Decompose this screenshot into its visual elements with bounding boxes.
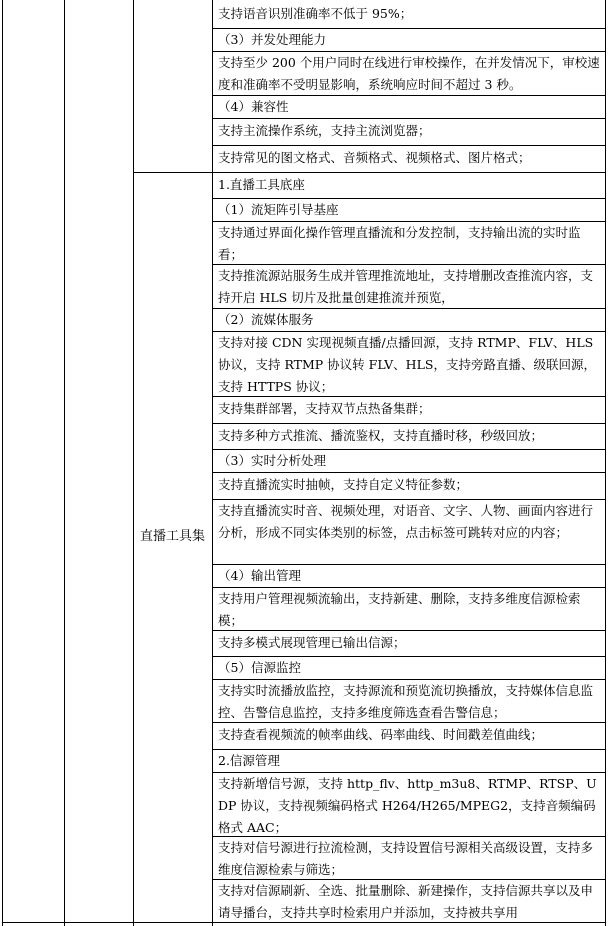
spec-heading: 1.直播工具底座 [218,177,305,192]
spec-subheading: （4）兼容性 [218,99,289,114]
table-col-divider-1 [64,0,65,926]
spec-subheading: （2）流媒体服务 [218,312,314,327]
spec-row: 支持主流操作系统，支持主流浏览器； [218,123,431,138]
spec-row: 支持语音识别准确率不低于 95%； [218,6,413,21]
spec-row: 支持集群部署，支持双节点热备集群； [218,401,431,416]
spec-row: 支持对信源刷新、全选、批量删除、新建操作，支持信源共享以及申请导播台，支持共享时检索用户并添加，支持被共享用 [218,883,594,920]
row-divider [212,472,606,473]
spec-subheading: （4）输出管理 [218,568,301,583]
spec-row: 支持直播流实时抽帧，支持自定义特征参数； [218,477,469,492]
table-border-left [2,0,3,926]
spec-row: 支持新增信号源，支持 http_flv、http_m3u8、RTMP、RTSP、UDP 协议，支持视频编码格式 H264/H265/MPEG2，支持音频编码格式 AAC； [218,776,597,835]
spec-row: 支持用户管理视频流输出，支持新建、删除，支持多维度信源检索模； [218,591,581,628]
spec-row: 支持实时流播放监控，支持源流和预览流切换播放，支持媒体信息监控、告警信息监控，支持多维度筛选查看告警信息； [218,683,594,720]
spec-row: 支持至少 200 个用户同时在线进行审校操作，在并发情况下，审校速度和准确率不受明显影响，系统响应时间不超过 3 秒。 [218,55,600,92]
table-col-divider-2 [133,0,134,926]
spec-subheading: （5）信源监控 [218,660,301,675]
row-divider [212,145,606,146]
spec-row: 支持对接 CDN 实现视频直播/点播回源，支持 RTMP、FLV、HLS协议，支持 RTMP 协议转 FLV、HLS，支持旁路直播、级联回源，支持 HTTPS 协议； [218,335,596,394]
category-label: 直播工具集 [139,529,205,544]
spec-heading: 2.信源管理 [218,753,280,768]
row-divider [212,423,606,424]
spec-row: 支持推流源站服务生成并管理推流地址，支持增删改查推流内容，支持开启 HLS 切片及批量创建推流并预览， [218,268,594,305]
spec-row: 支持常见的图文格式、音频格式、视频格式、图片格式； [218,150,531,165]
spec-row: 支持查看视频流的帧率曲线、码率曲线、时间戳差值曲线； [218,727,544,742]
row-divider [212,118,606,119]
table-col-divider-3 [212,0,213,926]
spec-row: 支持直播流实时音、视频处理，对语音、文字、人物、画面内容进行分析，形成不同实体类别的标签，点击标签可跳转对应的内容； [218,503,594,540]
spec-subheading: （1）流矩阵引导基座 [218,202,339,217]
spec-row: 支持对信号源进行拉流检测，支持设置信号源相关高级设置，支持多维度信源检索与筛选； [218,840,594,877]
spec-row: 支持通过界面化操作管理直播流和分发控制，支持输出流的实时监看； [218,225,581,262]
spec-subheading: （3）并发处理能力 [218,32,326,47]
spec-row: 支持多模式展现管理已输出信源； [218,635,406,650]
section-divider [133,172,606,173]
spec-subheading: （3）实时分析处理 [218,453,326,468]
spec-row: 支持多种方式推流、播流鉴权，支持直播时移，秒级回放； [218,428,544,443]
